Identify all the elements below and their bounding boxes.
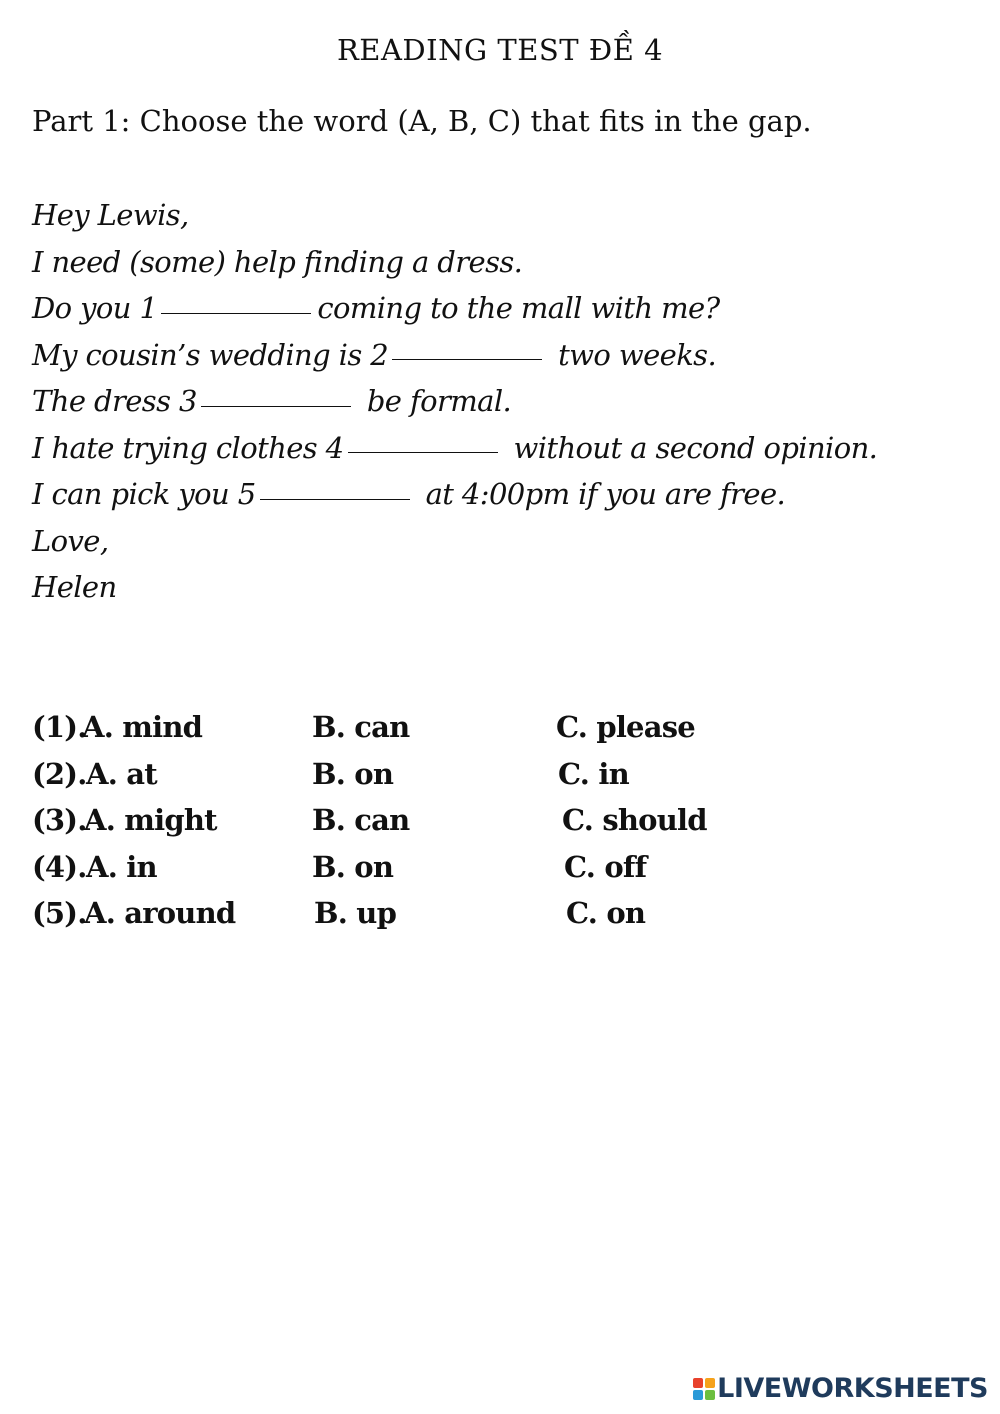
letter-line-q1	[32, 285, 877, 332]
logo-brand-text: LIVEWORKSHEETS	[717, 1373, 988, 1404]
letter-signature: Helen	[32, 570, 117, 604]
answer-options	[32, 704, 792, 937]
q2-before: My cousin’s wedding is 2	[32, 337, 389, 372]
instruction-text: Part 1: Choose the word (A, B, C) that fits in the gap.	[32, 104, 812, 138]
letter-line-q2	[32, 332, 877, 379]
option-b[interactable]: B. on	[312, 849, 394, 884]
gap-blank-5[interactable]	[260, 499, 410, 500]
q1-after: coming to the mall with me?	[317, 291, 720, 325]
option-c[interactable]: C. should	[562, 803, 707, 837]
q3-after: be formal.	[366, 384, 512, 418]
letter-greeting: Hey Lewis,	[32, 198, 189, 232]
logo-square	[693, 1390, 703, 1400]
option-a[interactable]: A. in	[86, 849, 157, 884]
letter-line-help: I need (some) help finding a dress.	[32, 244, 523, 279]
option-number: (5).	[32, 896, 87, 930]
option-c[interactable]: C. on	[566, 896, 646, 930]
option-a[interactable]: A. around	[84, 896, 236, 930]
option-a[interactable]: A. might	[84, 803, 217, 837]
letter-closing: Love,	[32, 523, 109, 558]
option-b[interactable]: B. on	[312, 756, 394, 791]
logo-square	[705, 1390, 715, 1400]
logo-square	[693, 1378, 703, 1388]
option-b[interactable]: B. can	[312, 803, 410, 837]
letter-line-q3	[32, 378, 877, 425]
q2-after: two weeks.	[558, 337, 717, 372]
q4-before: I hate trying clothes 4	[32, 430, 344, 465]
q4-after: without a second opinion.	[513, 430, 878, 465]
option-number: (3).	[32, 803, 87, 837]
option-number: (4).	[32, 849, 87, 884]
option-c[interactable]: C. in	[558, 756, 629, 791]
option-row-1	[32, 704, 792, 751]
option-c[interactable]: C. off	[564, 849, 647, 884]
gap-blank-1[interactable]	[161, 313, 311, 314]
gap-blank-2[interactable]	[392, 359, 542, 360]
q1-before: Do you 1	[32, 291, 158, 325]
option-a[interactable]: A. at	[86, 756, 157, 791]
logo-square	[705, 1378, 715, 1388]
letter-line-q4	[32, 425, 877, 472]
q5-before: I can pick you 5	[32, 477, 256, 511]
option-row-4	[32, 844, 792, 891]
option-number: (2).	[32, 756, 87, 791]
option-c[interactable]: C. please	[556, 710, 695, 744]
option-a[interactable]: A. mind	[82, 710, 203, 744]
page-title: READING TEST ĐỀ 4	[336, 33, 664, 67]
liveworksheets-logo	[693, 1373, 988, 1404]
option-row-5	[32, 890, 792, 937]
option-row-2	[32, 751, 792, 798]
gap-blank-4[interactable]	[348, 452, 498, 453]
letter-text	[32, 192, 877, 611]
option-b[interactable]: B. up	[314, 896, 397, 930]
option-row-3	[32, 797, 792, 844]
q5-after: at 4:00pm if you are free.	[425, 477, 786, 511]
q3-before: The dress 3	[32, 384, 197, 418]
gap-blank-3[interactable]	[201, 406, 351, 407]
option-b[interactable]: B. can	[312, 710, 410, 744]
logo-squares-icon	[693, 1378, 715, 1400]
letter-line-q5	[32, 471, 877, 518]
option-number: (1).	[32, 710, 87, 744]
